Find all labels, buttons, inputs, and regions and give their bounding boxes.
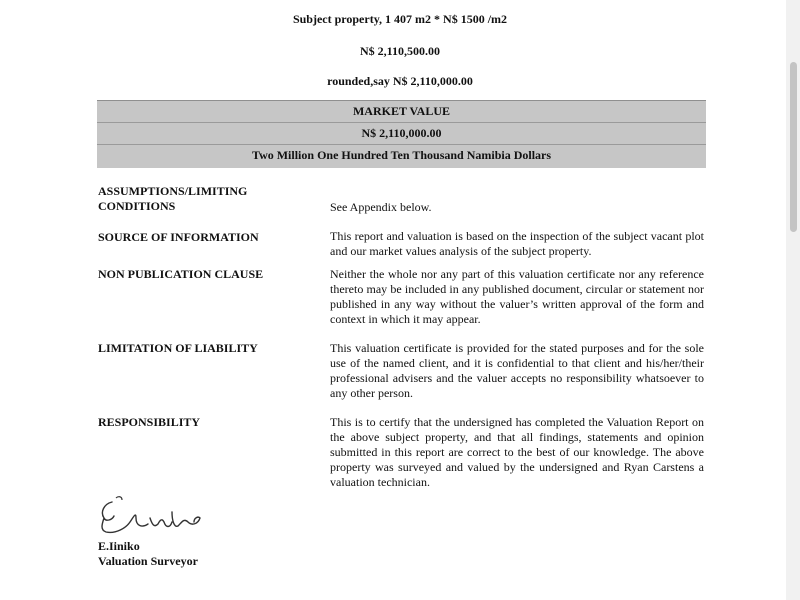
section-label-assumptions: ASSUMPTIONS/LIMITING CONDITIONS [98, 184, 248, 213]
section-text-liability: This valuation certificate is provided for the stated purposes and for the sole use of the named client, and it is confidential to that client and his/her/their professional advisers and the valuer accepts no responsibility whatsoever to any other person. [330, 341, 704, 400]
subject-calculation-line: Subject property, 1 407 m2 * N$ 1500 /m2 [292, 12, 508, 26]
section-label-responsibility: RESPONSIBILITY [98, 415, 201, 429]
total-value-line: N$ 2,110,500.00 [359, 44, 440, 58]
handwritten-signature [96, 488, 206, 538]
section-text-assumptions: See Appendix below. [330, 200, 432, 214]
scrollbar[interactable] [786, 0, 800, 600]
market-value-divider [97, 122, 706, 123]
signer-title: Valuation Surveyor [98, 554, 198, 568]
section-label-non-publication: NON PUBLICATION CLAUSE [98, 267, 264, 281]
market-value-words: Two Million One Hundred Ten Thousand Namibia Dollars [251, 148, 552, 162]
market-value-amount: N$ 2,110,000.00 [361, 126, 442, 140]
market-value-title: MARKET VALUE [352, 104, 451, 118]
section-label-liability: LIMITATION OF LIABILITY [98, 341, 258, 355]
market-value-box [97, 100, 706, 168]
section-text-non-publication: Neither the whole nor any part of this valuation certificate nor any reference thereto may be included in any published document, circular or statement nor published in any way without the valuer’s written approval of the form and context in which it may appear. [330, 267, 704, 326]
market-value-divider [97, 144, 706, 145]
signer-name: E.Iiniko [98, 539, 140, 553]
rounded-value-line: rounded,say N$ 2,110,000.00 [327, 74, 473, 88]
section-text-responsibility: This is to certify that the undersigned has completed the Valuation Report on the above subject property, and that all findings, statements and opinion submitted in this report are correct to the best of our knowledge. The above property was surveyed and valued by the undersigned and Ryan Carstens a valuation technician. [330, 415, 704, 489]
section-label-source: SOURCE OF INFORMATION [98, 230, 259, 244]
scrollbar-thumb[interactable] [790, 62, 797, 232]
section-text-source: This report and valuation is based on the inspection of the subject vacant plot and our market values analysis of the subject property. [330, 229, 704, 258]
